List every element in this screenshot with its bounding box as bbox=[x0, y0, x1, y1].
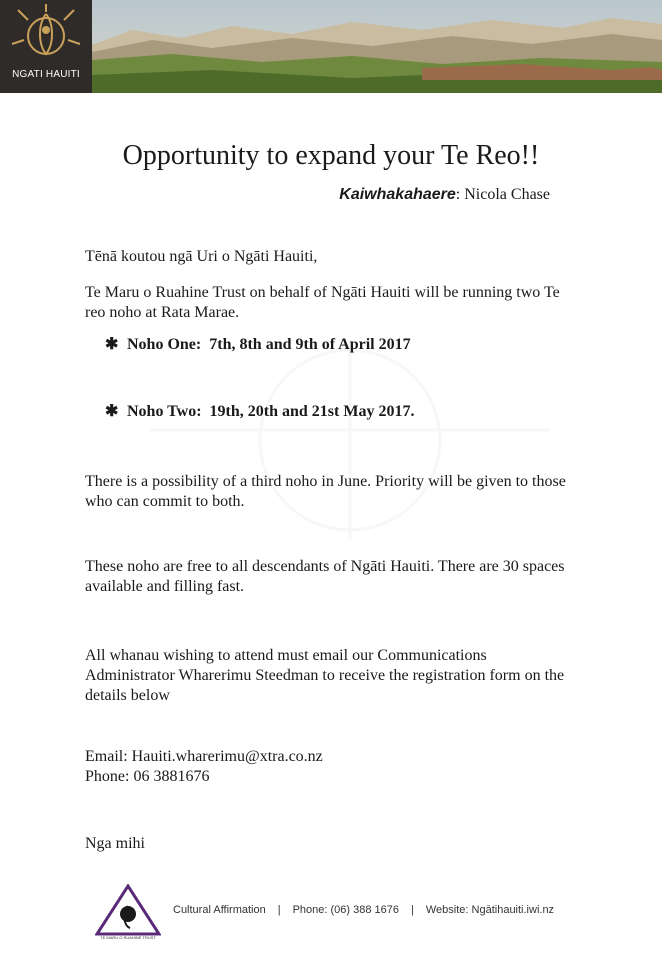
registration-paragraph: All whanau wishing to attend must email our Communications Administrator Wharerimu Steedman to receive the registration form on the details below bbox=[85, 647, 565, 704]
footer-website: Website: Ngātihauiti.iwi.nz bbox=[425, 904, 555, 916]
greeting: Tēnā koutou ngā Uri o Ngāti Hauiti, bbox=[85, 248, 318, 265]
email-line: Email: Hauiti.wharerimu@xtra.co.nz bbox=[85, 748, 323, 765]
header-banner bbox=[0, 0, 662, 93]
ngati-hauiti-logo bbox=[0, 0, 92, 93]
bullet-star-icon: ✱ bbox=[105, 336, 119, 353]
watermark-logo-icon bbox=[150, 320, 550, 550]
logo-text: NGATI HAUITI bbox=[12, 69, 80, 80]
coordinator-name: Nicola Chase bbox=[464, 186, 550, 203]
third-noho-paragraph: There is a possibility of a third noho in June. Priority will be given to those who can commit to both. bbox=[85, 473, 566, 510]
free-info-paragraph: These noho are free to all descendants of Ngāti Hauiti. There are 30 spaces available and filling fast. bbox=[85, 558, 565, 595]
signoff: Nga mihi bbox=[85, 835, 145, 852]
noho-two-item: ✱ Noho Two: 19th, 20th and 21st May 2017. bbox=[105, 403, 415, 420]
phone-line: Phone: 06 3881676 bbox=[85, 768, 210, 785]
footer-tagline: Cultural Affirmation bbox=[173, 904, 266, 916]
footer-phone: Phone: (06) 388 1676 bbox=[292, 904, 400, 916]
landscape-photo bbox=[92, 0, 662, 93]
intro-paragraph: Te Maru o Ruahine Trust on behalf of Ngāti Hauiti will be running two Te reo noho at Rata Marae. bbox=[85, 284, 560, 321]
koru-logo-icon bbox=[0, 0, 92, 68]
coordinator-line: Kaiwhakahaere: Nicola Chase bbox=[339, 186, 550, 203]
trust-logo-icon bbox=[95, 884, 161, 936]
coordinator-role: Kaiwhakahaere bbox=[339, 186, 456, 203]
noho-one-item: ✱ Noho One: 7th, 8th and 9th of April 2017 bbox=[105, 336, 411, 353]
footer-info: Cultural Affirmation | Phone: (06) 388 1676 | Website: Ngātihauiti.iwi.nz bbox=[173, 904, 555, 916]
bullet-star-icon: ✱ bbox=[105, 403, 119, 420]
trust-name: TE MARU O RUAHINE TRUST bbox=[100, 935, 156, 940]
page-title: Opportunity to expand your Te Reo!! bbox=[122, 140, 540, 171]
